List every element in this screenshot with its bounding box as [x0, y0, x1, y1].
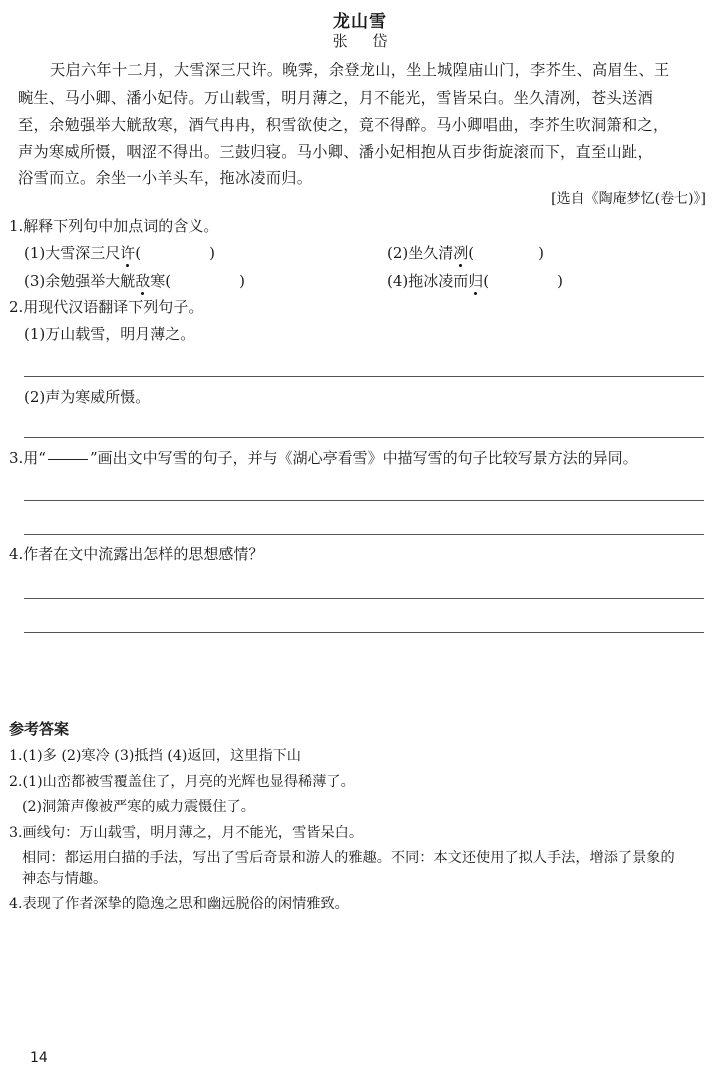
dotted-char: 敌 [135, 272, 151, 290]
answer-line [24, 632, 704, 633]
passage-line: 浴雪而立。余坐一小羊头车，拖冰凌而归。 [18, 169, 313, 187]
passage-line: 畹生、马小卿、潘小妃侍。万山载雪，明月薄之，月不能光，雪皆呆白。坐久清冽，苍头送酒 [18, 89, 653, 107]
answer-line-text: 1.(1)多 (2)寒冷 (3)抵挡 (4)返回，这里指下山 [9, 748, 301, 764]
answer-line [24, 598, 704, 599]
dotted-char: 许 [120, 244, 136, 262]
q1-item-3: (3)余勉强举大觥敌寒( ) [24, 272, 245, 290]
essay-title: 龙山雪 [333, 12, 387, 32]
answer-line-text: 相同：都运用白描的手法，写出了雪后奇景和游人的雅趣。不同：本文还使用了拟人手法，增添了景象的 [22, 850, 675, 866]
answer-line [24, 534, 704, 535]
passage-line: 声为寒威所慑，咽涩不得出。三鼓归寝。马小卿、潘小妃相抱从百步街旋滚而下，直至山趾， [18, 143, 653, 161]
answers-heading: 参考答案 [9, 720, 70, 738]
question-3: 3.用“ ”画出文中写雪的句子，并与《湖心亭看雪》中描写雪的句子比较写景方法的异同。 [9, 449, 638, 467]
answer-line [24, 500, 704, 501]
passage-line: 天启六年十二月，大雪深三尺许。晚霁，余登龙山，坐上城隍庙山门，李芥生、高眉生、王 [50, 61, 670, 79]
underline-mark [48, 459, 88, 460]
author-name: 张 岱 [332, 32, 398, 50]
q1-item-4: (4)拖冰凌而归( ) [387, 272, 563, 290]
source-citation: [选自《陶庵梦忆(卷七)》] [551, 191, 706, 207]
q1-item-1: (1)大雪深三尺许( ) [24, 244, 215, 262]
answer-line-text: 4.表现了作者深挚的隐逸之思和幽远脱俗的闲情雅致。 [9, 896, 349, 912]
answer-line-text: 3.画线句：万山载雪，明月薄之，月不能光，雪皆呆白。 [9, 825, 364, 841]
question-2: 2.用现代汉语翻译下列句子。 [9, 298, 204, 316]
answer-line [24, 437, 704, 438]
question-1: 1.解释下列句中加点词的含义。 [9, 217, 219, 235]
answer-line [24, 376, 704, 377]
passage-line: 至，余勉强举大觥敌寒，酒气冉冉，积雪欲使之，竟不得醉。马小卿唱曲，李芥生吹洞箫和之， [18, 116, 669, 134]
dotted-char: 归 [468, 272, 484, 290]
page-number: 14 [30, 1050, 48, 1066]
q2-sentence-1: (1)万山载雪，明月薄之。 [24, 325, 196, 343]
answer-line-text: (2)洞箫声像被严寒的威力震慑住了。 [22, 799, 255, 815]
answer-line-text: 2.(1)山峦都被雪覆盖住了，月亮的光辉也显得稀薄了。 [9, 774, 355, 790]
question-4: 4.作者在文中流露出怎样的思想感情？ [9, 545, 264, 563]
q2-sentence-2: (2)声为寒威所慑。 [24, 388, 151, 406]
dotted-char: 冽 [453, 244, 469, 262]
q1-item-2: (2)坐久清冽( ) [387, 244, 544, 262]
answer-line-text: 神态与情趣。 [22, 871, 108, 887]
